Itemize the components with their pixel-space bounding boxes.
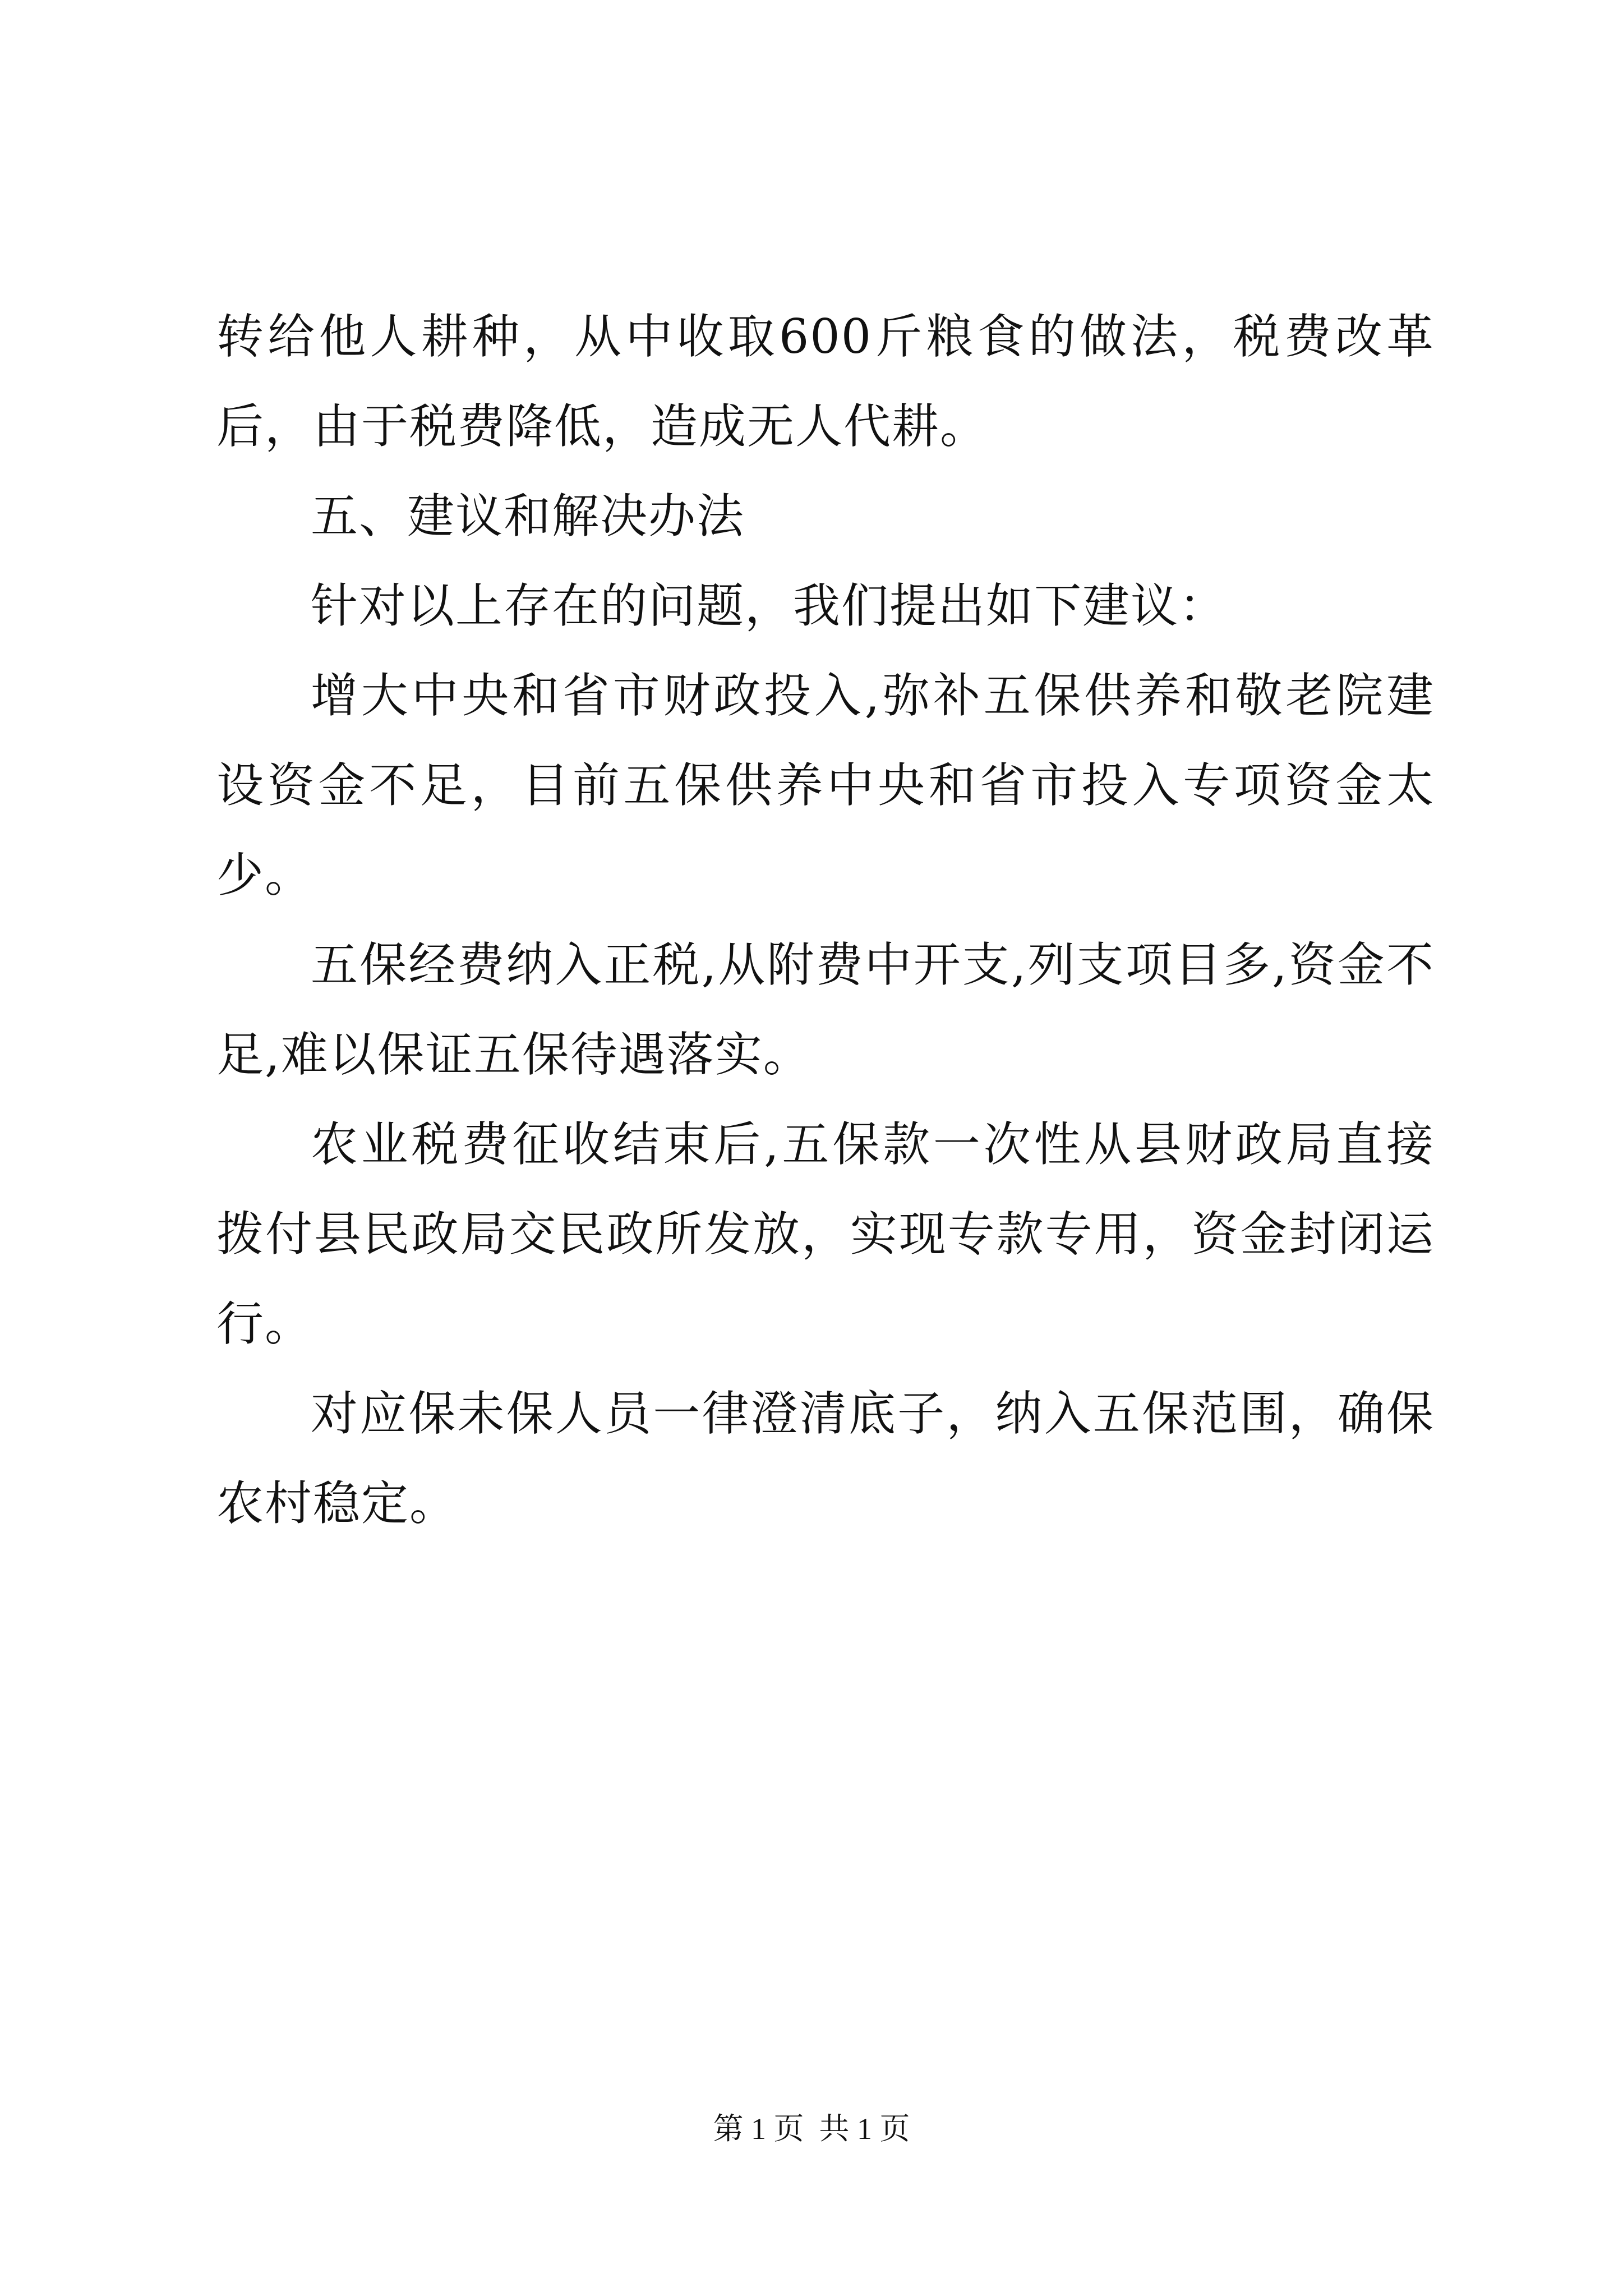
page-number-label: 第 1 页 共 1 页: [713, 2112, 910, 2146]
paragraph-intro-suggestions: 针对以上存在的问题，我们提出如下建议：: [311, 578, 1228, 633]
paragraph-suggestion-3: 农业税费征收结束后,五保款一次性从县财政局直接拨付县民政局交民政所发放，实现专款专用，资金封闭运行。: [216, 1117, 1435, 1351]
paragraph-suggestion-1: 增大中央和省市财政投入,弥补五保供养和敬老院建设资金不足，目前五保供养中央和省市投入专项资金太少。: [216, 668, 1435, 903]
page-footer: [0, 2106, 1623, 2151]
paragraph-suggestion-4: 对应保未保人员一律澄清底子，纳入五保范围，确保农村稳定。: [216, 1386, 1435, 1531]
paragraph-continuation: 转给他人耕种，从中收取600斤粮食的做法，税费改革后，由于税费降低，造成无人代耕。: [216, 309, 1435, 454]
section-heading-suggestions: 五、建议和解决办法: [311, 489, 745, 544]
document-body: [216, 292, 1435, 1548]
paragraph-suggestion-2: 五保经费纳入正税,从附费中开支,列支项目多,资金不足,难以保证五保待遇落实。: [216, 937, 1435, 1082]
